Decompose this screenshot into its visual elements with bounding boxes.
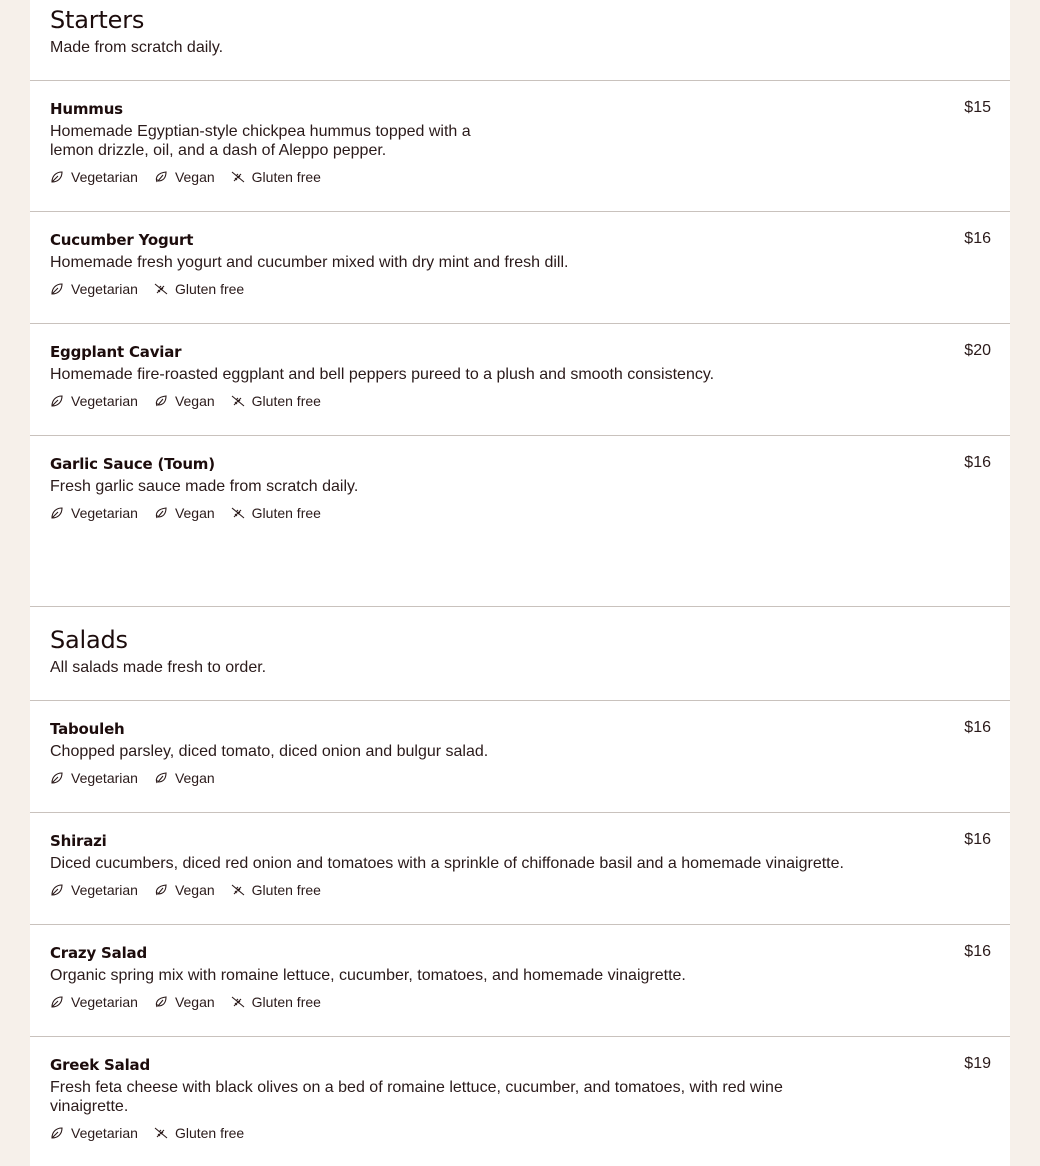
tag-gluten-free: [231, 393, 321, 409]
tag-label: Vegetarian: [71, 770, 138, 786]
tag-vegetarian: [50, 994, 138, 1010]
dietary-tags: [50, 504, 990, 522]
section-title: Starters: [50, 6, 145, 34]
menu-item-greek-salad[interactable]: [30, 1037, 1010, 1166]
item-description: [50, 1078, 990, 1116]
tag-vegetarian: [50, 505, 138, 521]
gluten-free-icon: [231, 506, 245, 520]
sprout-icon: [154, 883, 168, 897]
tag-label: Gluten free: [174, 281, 245, 297]
tag-vegetarian: [50, 1125, 138, 1141]
tag-label: Vegetarian: [71, 169, 138, 185]
item-price: $16: [964, 230, 991, 247]
tag-label: Gluten free: [174, 1125, 245, 1141]
tag-label: Vegan: [174, 169, 215, 185]
tag-label: Gluten free: [251, 393, 321, 409]
tag-vegan: [154, 505, 215, 521]
tag-vegan: [154, 882, 215, 898]
item-price: $16: [964, 719, 991, 736]
item-description: [50, 253, 990, 272]
section-header-starters: [30, 0, 1010, 81]
tag-label: Vegan: [174, 393, 215, 409]
leaf-icon: [50, 883, 64, 897]
dietary-tags: [50, 993, 990, 1011]
tag-vegetarian: [50, 882, 138, 898]
item-price: $16: [964, 943, 991, 960]
tag-label: Vegetarian: [71, 393, 138, 409]
menu-item-cucumber-yogurt[interactable]: [30, 212, 1010, 324]
item-name: Shirazi: [50, 832, 107, 850]
item-description-line: Organic spring mix with romaine lettuce, cucumber, tomatoes, and homemade vinaigrette.: [50, 967, 686, 984]
item-price: $15: [964, 99, 991, 116]
dietary-tags: [50, 881, 990, 899]
tag-vegan: [154, 770, 215, 786]
leaf-icon: [50, 394, 64, 408]
item-description: [50, 742, 990, 761]
tag-label: Gluten free: [251, 882, 321, 898]
tag-label: Vegan: [174, 770, 215, 786]
tag-label: Gluten free: [251, 994, 321, 1010]
item-description: [50, 477, 990, 496]
item-name: Tabouleh: [50, 720, 125, 738]
item-name: Hummus: [50, 100, 123, 118]
dietary-tags: [50, 769, 990, 787]
item-description: [50, 122, 990, 160]
tag-label: Vegetarian: [71, 281, 138, 297]
item-price: $20: [964, 342, 991, 359]
menu-item-shirazi[interactable]: [30, 813, 1010, 925]
tag-vegetarian: [50, 169, 138, 185]
item-description: [50, 854, 990, 873]
dietary-tags: [50, 392, 990, 410]
gluten-free-icon: [231, 394, 245, 408]
item-description-line: Homemade Egyptian-style chickpea hummus topped with a: [50, 123, 471, 140]
tag-vegan: [154, 994, 215, 1010]
item-description-line: lemon drizzle, oil, and a dash of Aleppo pepper.: [50, 142, 387, 159]
tag-gluten-free: [231, 169, 321, 185]
item-price: $16: [964, 454, 991, 471]
tag-label: Vegetarian: [71, 505, 138, 521]
leaf-icon: [50, 170, 64, 184]
tag-vegan: [154, 169, 215, 185]
menu-panel: [30, 0, 1010, 1166]
tag-label: Vegan: [174, 882, 215, 898]
tag-label: Vegan: [174, 994, 215, 1010]
tag-gluten-free: [231, 882, 321, 898]
leaf-icon: [50, 506, 64, 520]
sprout-icon: [154, 771, 168, 785]
tag-gluten-free: [154, 1125, 244, 1141]
item-name: Eggplant Caviar: [50, 343, 182, 361]
menu-item-crazy-salad[interactable]: [30, 925, 1010, 1037]
leaf-icon: [50, 1126, 64, 1140]
menu-item-eggplant-caviar[interactable]: [30, 324, 1010, 436]
dietary-tags: [50, 280, 990, 298]
tag-gluten-free: [231, 994, 321, 1010]
item-name: Cucumber Yogurt: [50, 231, 194, 249]
item-description-line: Chopped parsley, diced tomato, diced onion and bulgur salad.: [50, 743, 489, 760]
section-header-salads: [30, 607, 1010, 701]
item-price: $19: [964, 1055, 991, 1072]
section-subtitle: Made from scratch daily.: [50, 39, 224, 56]
tag-label: Vegan: [174, 505, 215, 521]
gluten-free-icon: [154, 1126, 168, 1140]
section-subtitle: All salads made fresh to order.: [50, 659, 267, 676]
item-description-line: Fresh feta cheese with black olives on a bed of romaine lettuce, cucumber, and tomatoes, with red wine: [50, 1079, 783, 1096]
item-name: Crazy Salad: [50, 944, 147, 962]
gluten-free-icon: [231, 995, 245, 1009]
gluten-free-icon: [231, 883, 245, 897]
sprout-icon: [154, 995, 168, 1009]
tag-gluten-free: [231, 505, 321, 521]
item-description: [50, 966, 990, 985]
sprout-icon: [154, 170, 168, 184]
section-title: Salads: [50, 626, 128, 654]
item-price: $16: [964, 831, 991, 848]
tag-vegetarian: [50, 281, 138, 297]
dietary-tags: [50, 168, 990, 186]
sprout-icon: [154, 506, 168, 520]
item-description-line: vinaigrette.: [50, 1098, 129, 1115]
tag-label: Vegetarian: [71, 1125, 138, 1141]
tag-label: Gluten free: [251, 505, 321, 521]
leaf-icon: [50, 771, 64, 785]
leaf-icon: [50, 995, 64, 1009]
item-description-line: Fresh garlic sauce made from scratch daily.: [50, 478, 359, 495]
menu-item-tabouleh[interactable]: [30, 701, 1010, 813]
item-description-line: Homemade fire-roasted eggplant and bell peppers pureed to a plush and smooth consistency.: [50, 366, 715, 383]
tag-vegetarian: [50, 770, 138, 786]
item-description-line: Diced cucumbers, diced red onion and tomatoes with a sprinkle of chiffonade basil and a homemade vinaigrette.: [50, 855, 844, 872]
tag-gluten-free: [154, 281, 244, 297]
tag-label: Vegetarian: [71, 882, 138, 898]
tag-vegetarian: [50, 393, 138, 409]
gluten-free-icon: [154, 282, 168, 296]
tag-label: Vegetarian: [71, 994, 138, 1010]
menu-item-hummus[interactable]: [30, 81, 1010, 212]
item-name: Garlic Sauce (Toum): [50, 455, 215, 473]
item-description-line: Homemade fresh yogurt and cucumber mixed with dry mint and fresh dill.: [50, 254, 569, 271]
dietary-tags: [50, 1124, 990, 1142]
tag-vegan: [154, 393, 215, 409]
gluten-free-icon: [231, 170, 245, 184]
menu-item-garlic-sauce[interactable]: [30, 436, 1010, 607]
sprout-icon: [154, 394, 168, 408]
leaf-icon: [50, 282, 64, 296]
tag-label: Gluten free: [251, 169, 321, 185]
item-name: Greek Salad: [50, 1056, 150, 1074]
item-description: [50, 365, 990, 384]
